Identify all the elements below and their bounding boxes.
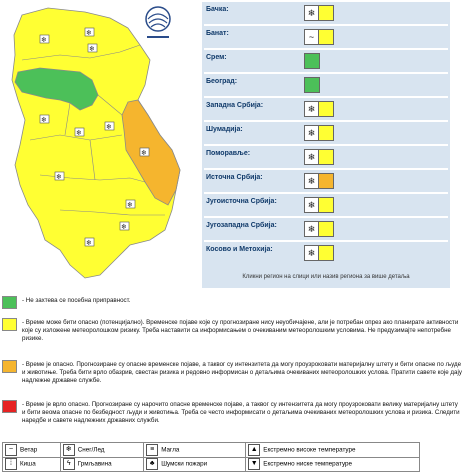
region-name[interactable]: Југоисточна Србија: <box>206 198 277 205</box>
warning-map <box>0 0 200 290</box>
region-warning-indicator[interactable] <box>304 197 334 213</box>
region-warning-indicator[interactable] <box>304 77 320 93</box>
serbia-map <box>0 0 200 290</box>
low-temp-icon: ▼ <box>248 458 260 470</box>
warning-level-swatch <box>319 150 333 164</box>
divider <box>204 96 448 98</box>
hazard-label: Снег/Лед <box>77 446 105 454</box>
snow-icon <box>55 172 64 181</box>
warning-level-swatch <box>319 198 333 212</box>
snow-icon: ❄ <box>305 126 319 140</box>
region-row[interactable] <box>204 28 448 44</box>
hazard-label: Ветар <box>20 446 38 454</box>
hazard-cell <box>246 443 420 458</box>
hazard-cell <box>144 457 246 472</box>
hazard-cell <box>60 443 143 458</box>
svg-text:❄: ❄ <box>127 201 133 209</box>
divider <box>204 144 448 146</box>
high-temp-icon: ▲ <box>248 444 260 456</box>
thunder-icon: ϟ <box>63 458 75 470</box>
snow-icon: ❄ <box>305 102 319 116</box>
region-name[interactable]: Југозападна Србија: <box>206 222 277 229</box>
region-name[interactable]: Бачка: <box>206 6 229 13</box>
legend-green-text: - Не захтева се посебна приправност. <box>22 297 131 304</box>
region-name[interactable]: Шумадија: <box>206 126 243 133</box>
legend-red-text: - Време је врло опасно. Прогнозиране су нарочито опасне временске појаве, а таквог су интензитета да могу проузроковати велику материјалну штету и бити веома опасне по безбедност људи и животиња. Треба се често информисати о детаљима очекиваних метеоролошких услова и ризика. Следити наредбе и савете надлежних државних служби. <box>22 401 460 424</box>
snow-icon <box>85 28 94 37</box>
region-row[interactable] <box>204 100 448 116</box>
region-list <box>202 2 450 288</box>
snow-icon <box>140 148 149 157</box>
snow-icon <box>126 200 135 209</box>
region-row[interactable] <box>204 148 448 164</box>
svg-text:❄: ❄ <box>86 29 92 37</box>
wind-icon: ~ <box>5 444 17 456</box>
hazard-cell <box>246 457 420 472</box>
region-hint-text: Кликни регион на слици или назив региона за више детаља <box>242 274 410 280</box>
warning-level-swatch <box>319 126 333 140</box>
hazard-label: Екстремно високе температуре <box>263 446 356 454</box>
legend-green <box>2 296 464 308</box>
divider <box>204 216 448 218</box>
fog-icon: ≡ <box>146 444 158 456</box>
warning-level-swatch <box>305 78 319 92</box>
divider <box>204 48 448 50</box>
svg-text:❄: ❄ <box>121 223 127 231</box>
snow-icon <box>75 128 84 137</box>
region-warning-indicator[interactable] <box>304 53 320 69</box>
warning-level-swatch <box>319 174 333 188</box>
svg-text:❄: ❄ <box>86 239 92 247</box>
hazard-label: Шумски пожари <box>161 460 208 468</box>
forest-fire-icon: ♣ <box>146 458 158 470</box>
region-warning-indicator[interactable] <box>304 29 334 45</box>
warning-level-swatch <box>319 6 333 20</box>
yellow-swatch <box>2 318 17 331</box>
legend-yellow-text: - Време може бити опасно (потенцијално). Временске појаве које су прогнозиране нису неуобичајене, али је потребан опрез ако планирате активности које су изложене метеоролошком ризику. Треба наставити са информисањем о очекиваним метеоролошким условима. Не предузимајте непотребне ризике. <box>22 319 459 342</box>
snow-icon: ❄ <box>305 246 319 260</box>
svg-text:❄: ❄ <box>106 123 112 131</box>
snow-icon <box>88 44 97 53</box>
hazard-legend-table <box>2 442 420 472</box>
divider <box>204 240 448 242</box>
warning-level-swatch <box>305 54 319 68</box>
snow-icon: ❄ <box>63 444 75 456</box>
region-warning-indicator[interactable] <box>304 221 334 237</box>
warning-level-swatch <box>319 222 333 236</box>
hazard-label: Грмљавина <box>77 460 112 468</box>
hazard-cell <box>3 457 61 472</box>
snow-icon <box>40 35 49 44</box>
svg-text:❄: ❄ <box>41 116 47 124</box>
region-warning-indicator[interactable] <box>304 125 334 141</box>
orange-swatch <box>2 360 17 373</box>
rhmz-logo <box>143 5 173 43</box>
region-row[interactable] <box>204 52 448 68</box>
hazard-label: Магла <box>161 446 180 454</box>
hazard-cell <box>144 443 246 458</box>
region-name[interactable]: Београд: <box>206 78 238 85</box>
region-row[interactable] <box>204 172 448 188</box>
hazard-label: Екстремно ниске температуре <box>263 460 353 468</box>
snow-icon: ❄ <box>305 174 319 188</box>
legend-orange-text: - Време је опасно. Прогнозиране су опасне временске појаве, а таквог су интензитета да могу проузроковати материјалну штету и бити опасне по људе и животиње. Треба бити врло обазрив, свестан ризика и редовно информисан о детаљима очекиваних метеоролошких услова. Пратити савете које дају надлежне државне службе. <box>22 361 462 384</box>
region-row[interactable] <box>204 124 448 140</box>
warning-level-swatch <box>319 246 333 260</box>
region-name[interactable]: Источна Србија: <box>206 174 263 181</box>
svg-text:❄: ❄ <box>141 149 147 157</box>
warning-level-swatch <box>319 102 333 116</box>
snow-icon <box>85 238 94 247</box>
warning-level-swatch <box>319 30 333 44</box>
region-warning-indicator[interactable] <box>304 5 334 21</box>
region-warning-indicator[interactable] <box>304 101 334 117</box>
region-row[interactable] <box>204 4 448 20</box>
region-name[interactable]: Поморавље: <box>206 150 251 157</box>
snow-icon <box>105 122 114 131</box>
legend-red <box>2 400 464 436</box>
region-warning-indicator[interactable] <box>304 149 334 165</box>
hazard-cell <box>3 443 61 458</box>
divider <box>204 168 448 170</box>
snow-icon: ❄ <box>305 6 319 20</box>
snow-icon <box>120 222 129 231</box>
snow-icon: ❄ <box>305 222 319 236</box>
svg-text:❄: ❄ <box>76 129 82 137</box>
region-row[interactable] <box>204 220 448 236</box>
rain-icon: ⁞ <box>5 458 17 470</box>
red-swatch <box>2 400 17 413</box>
snow-icon <box>40 115 49 124</box>
divider <box>204 24 448 26</box>
snow-icon: ❄ <box>305 198 319 212</box>
hazard-label: Киша <box>20 460 36 468</box>
region-name[interactable]: Срем: <box>206 54 227 61</box>
region-row[interactable] <box>204 196 448 212</box>
divider <box>204 192 448 194</box>
divider <box>204 120 448 122</box>
snow-icon: ❄ <box>305 150 319 164</box>
legend-yellow <box>2 318 464 354</box>
region-warning-indicator[interactable] <box>304 173 334 189</box>
divider <box>204 72 448 74</box>
svg-text:❄: ❄ <box>41 36 47 44</box>
region-name[interactable]: Западна Србија: <box>206 102 264 109</box>
region-name[interactable]: Банат: <box>206 30 229 37</box>
svg-text:❄: ❄ <box>89 45 95 53</box>
svg-text:❄: ❄ <box>56 173 62 181</box>
region-warning-indicator[interactable] <box>304 245 334 261</box>
hazard-cell <box>60 457 143 472</box>
region-row[interactable] <box>204 76 448 92</box>
legend-orange <box>2 360 464 396</box>
green-swatch <box>2 296 17 309</box>
region-row[interactable] <box>204 244 448 260</box>
wind-icon: ~ <box>305 30 319 44</box>
region-name[interactable]: Косово и Метохија: <box>206 246 273 253</box>
